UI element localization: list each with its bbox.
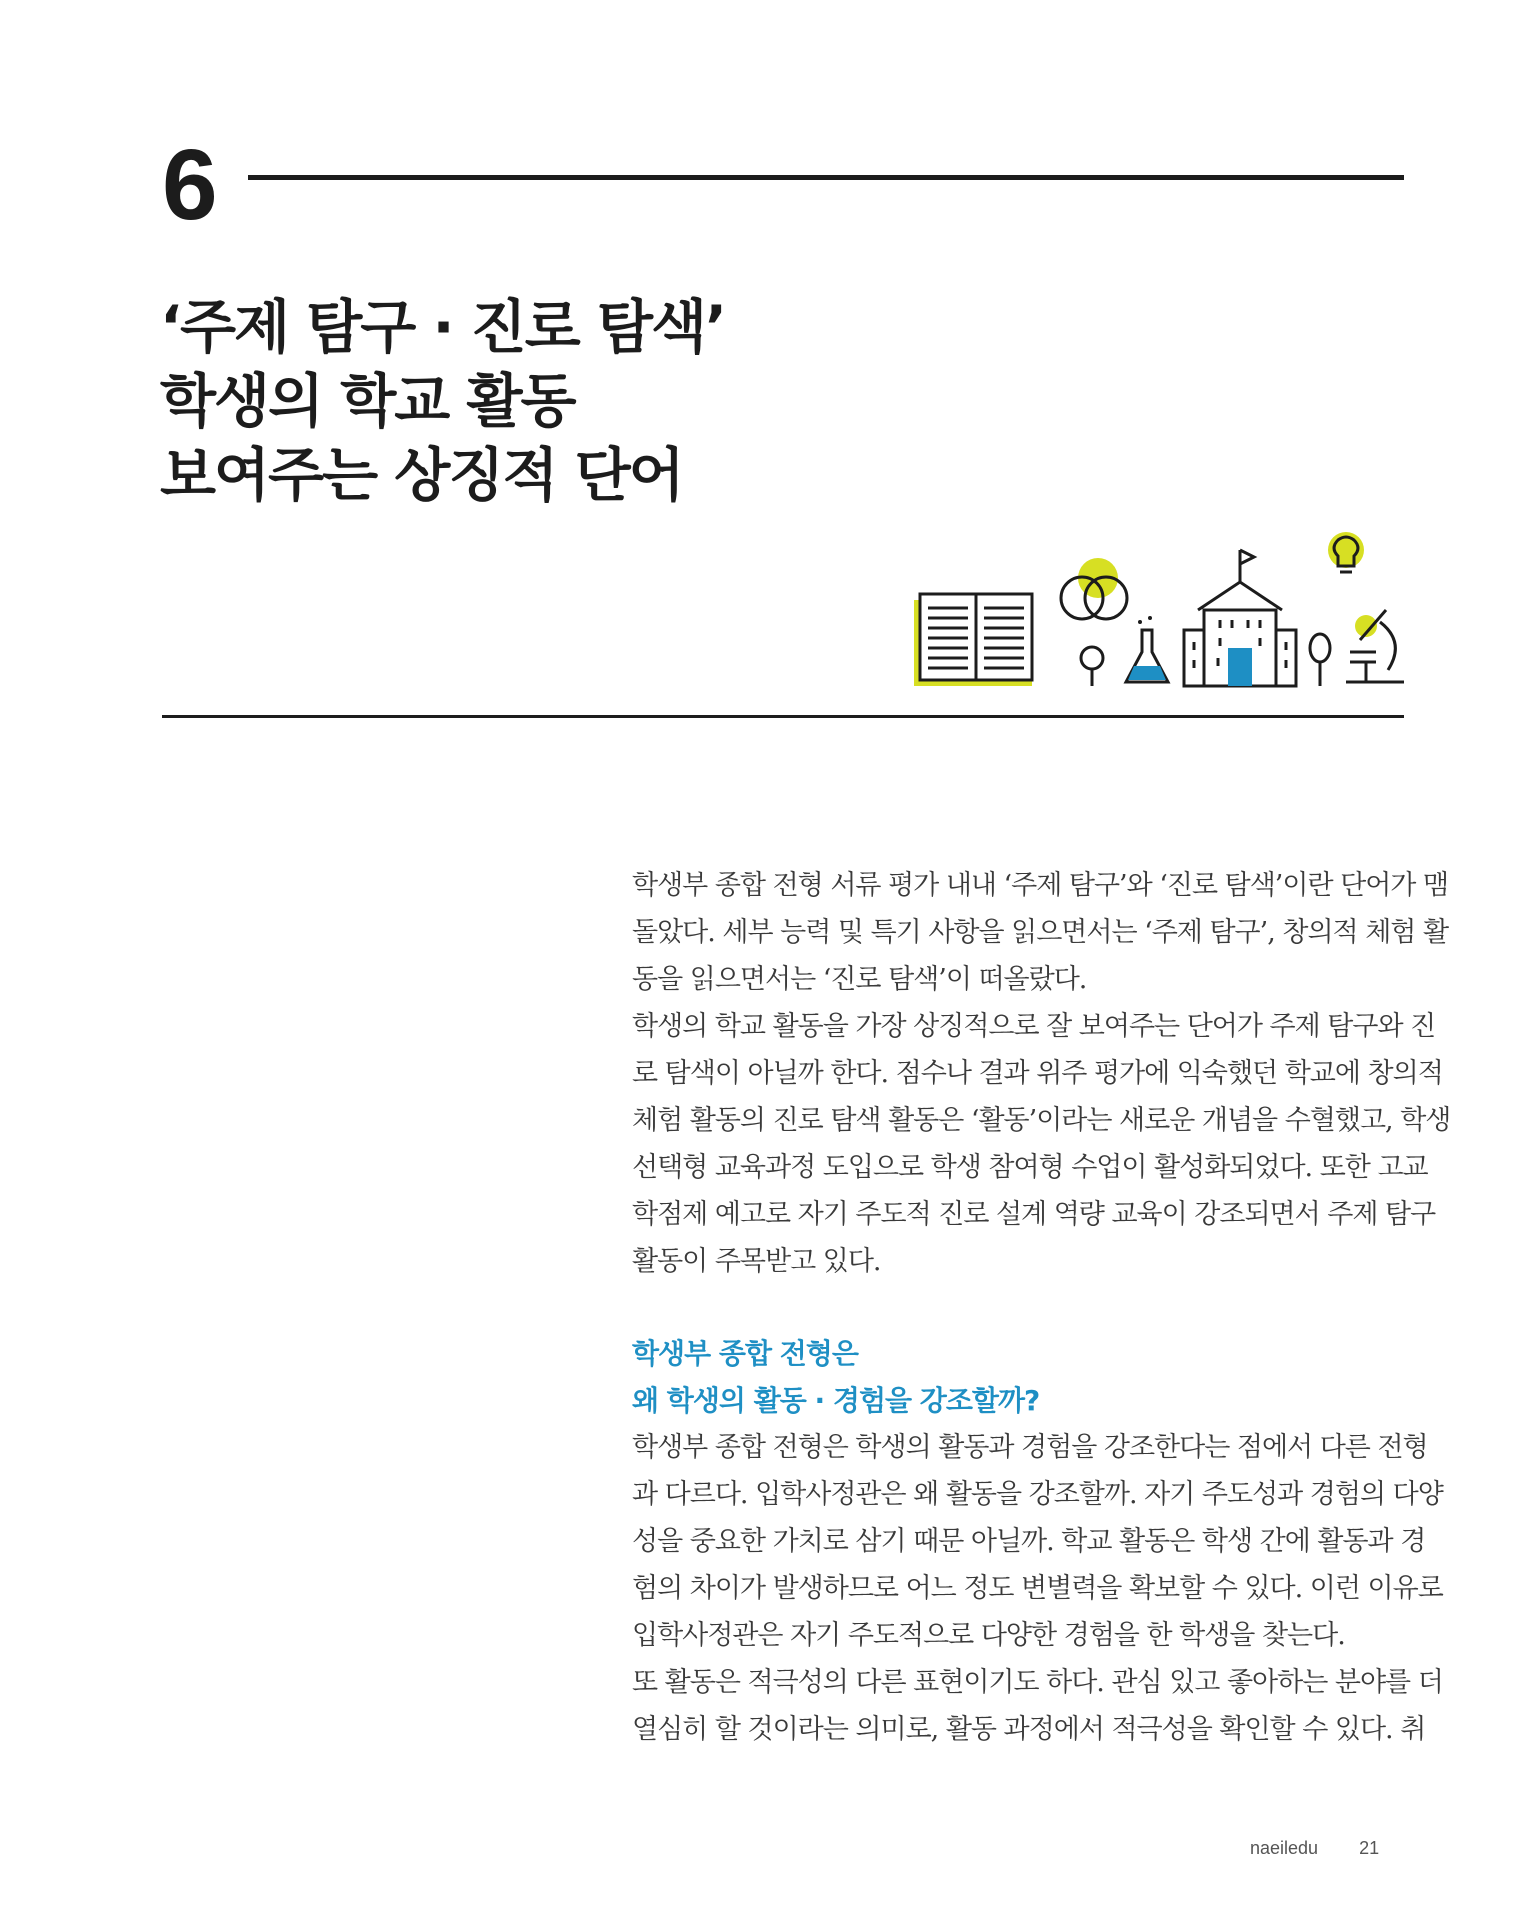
body-line: 학생부 종합 전형은 학생의 활동과 경험을 강조한다는 점에서 다른 전형	[632, 1432, 1428, 1463]
body-line: 로 탐색이 아닐까 한다. 점수나 결과 위주 평가에 익숙했던 학교에 창의적	[632, 1058, 1443, 1089]
body-line: 험의 차이가 발생하므로 어느 정도 변별력을 확보할 수 있다. 이런 이유로	[632, 1573, 1443, 1604]
title-line-2: 학생의 학교 활동	[160, 367, 575, 435]
body-line: 돌았다. 세부 능력 및 특기 사항을 읽으면서는 ‘주제 탐구’, 창의적 체험 활	[632, 917, 1449, 948]
tree-icon	[1310, 634, 1330, 686]
lightbulb-icon	[1328, 532, 1364, 572]
open-book-icon	[914, 594, 1032, 686]
intro-paragraphs	[632, 862, 1451, 1285]
page-number: 21	[1359, 1838, 1380, 1858]
body-line: 학생부 종합 전형 서류 평가 내내 ‘주제 탐구’와 ‘진로 탐색’이란 단어가 맴	[632, 870, 1449, 901]
subheading-line-2: 왜 학생의 활동 · 경험을 강조할까?	[632, 1384, 1040, 1417]
body-line: 입학사정관은 자기 주도적으로 다양한 경험을 한 학생을 찾는다.	[632, 1620, 1345, 1651]
body-line: 열심히 할 것이라는 의미로, 활동 과정에서 적극성을 확인할 수 있다. 취	[632, 1714, 1426, 1745]
subheading-line-1: 학생부 종합 전형은	[632, 1337, 858, 1370]
section-subheading	[632, 1330, 1039, 1424]
body-line: 학생의 학교 활동을 가장 상징적으로 잘 보여주는 단어가 주제 탐구와 진	[632, 1011, 1436, 1042]
flask-icon	[1126, 616, 1168, 682]
venn-diagram-icon	[1061, 558, 1127, 619]
body-line: 선택형 교육과정 도입으로 학생 참여형 수업이 활성화되었다. 또한 고교	[632, 1152, 1428, 1183]
chapter-rule	[248, 175, 1404, 180]
education-illustration	[910, 530, 1410, 695]
microscope-icon	[1346, 610, 1404, 682]
page-title	[160, 290, 725, 512]
section-paragraphs	[632, 1424, 1443, 1753]
body-line: 성을 중요한 가치로 삼기 때문 아닐까. 학교 활동은 학생 간에 활동과 경	[632, 1526, 1426, 1557]
body-line: 활동이 주목받고 있다.	[632, 1246, 881, 1277]
page-footer	[1250, 1838, 1379, 1859]
body-line: 동을 읽으면서는 ‘진로 탐색’이 떠올랐다.	[632, 964, 1087, 995]
body-line: 또 활동은 적극성의 다른 표현이기도 하다. 관심 있고 좋아하는 분야를 더	[632, 1667, 1443, 1698]
footer-brand: naeiledu	[1250, 1838, 1319, 1858]
tree-icon	[1081, 647, 1103, 686]
chapter-number: 6	[162, 129, 218, 241]
section-rule	[162, 715, 1404, 718]
title-line-1: ‘주제 탐구 · 진로 탐색’	[160, 293, 726, 361]
title-line-3: 보여주는 상징적 단어	[160, 441, 683, 509]
school-door	[1228, 648, 1252, 686]
body-line: 체험 활동의 진로 탐색 활동은 ‘활동’이라는 새로운 개념을 수혈했고, 학생	[632, 1105, 1451, 1136]
body-line: 과 다르다. 입학사정관은 왜 활동을 강조할까. 자기 주도성과 경험의 다양	[632, 1479, 1443, 1510]
body-line: 학점제 예고로 자기 주도적 진로 설계 역량 교육이 강조되면서 주제 탐구	[632, 1199, 1436, 1230]
